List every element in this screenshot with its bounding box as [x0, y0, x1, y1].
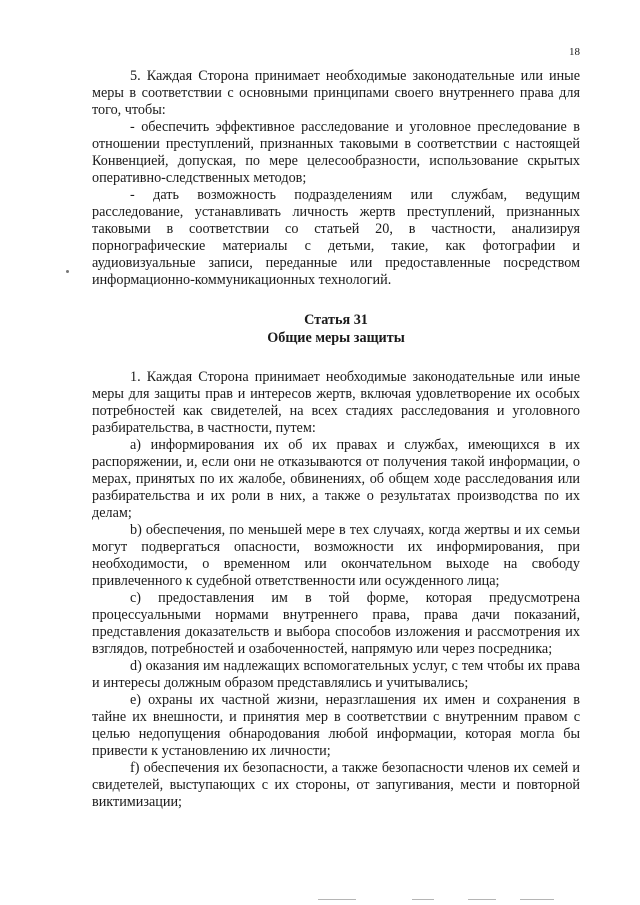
paragraph-1-item-c: c) предоставления им в той форме, которая предусмотрена процессуальными нормами внутреннего права, права дачи показаний, представления доказательств и выбора способов изложения и рассмотрения их взглядов, потребностей и озабоченностей, напрямую или через посредника;: [92, 590, 580, 657]
page-number: 18: [569, 46, 580, 58]
article-number: Статья 31: [304, 312, 368, 328]
scan-edge-artifacts: [0, 897, 640, 905]
paragraph-1-item-f: f) обеспечения их безопасности, а также безопасности членов их семей и свидетелей, выступающих с их стороны, от запугивания, мести и повторной виктимизации;: [92, 760, 580, 810]
paragraph-5-item-2: - дать возможность подразделениям или службам, ведущим расследование, устанавливать личность жертв преступлений, признанных таковыми в соответствии со статьей 20, в частности, анализируя порнографические материалы с детьми, такие, как фотографии и аудиовизуальные записи, переданные или предоставленные посредством информационно-коммуникационных технологий.: [92, 187, 580, 288]
article-title: Общие меры защиты: [267, 330, 405, 346]
paragraph-1-item-e: e) охраны их частной жизни, неразглашения их имен и сохранения в тайне их внешности, и принятия мер в соответствии с внутренним правом с целью недопущения обнародования любой информации, которая могла бы привести к установлению их личности;: [92, 692, 580, 759]
paragraph-1-item-d: d) оказания им надлежащих вспомогательных услуг, с тем чтобы их права и интересы должным образом представлялись и учитывались;: [92, 658, 580, 691]
paragraph-1-intro: 1. Каждая Сторона принимает необходимые законодательные или иные меры для защиты прав и интересов жертв, включая удовлетворение их особых потребностей как свидетелей, на всех стадиях расследования и уголовного разбирательства, в частности, путем:: [92, 369, 580, 436]
margin-mark: [66, 270, 69, 273]
paragraph-1-item-b: b) обеспечения, по меньшей мере в тех случаях, когда жертвы и их семьи могут подвергаться опасности, возможности их информирования, при необходимости, о временном или окончательном выходе на свободу привлеченного к судебной ответственности или осужденного лица;: [92, 522, 580, 589]
paragraph-1-item-a: a) информирования их об их правах и службах, имеющихся в их распоряжении, и, если они не отказываются от получения такой информации, о мерах, принятых по их жалобе, обвинениях, об общем ходе расследования или разбирательства и их роли в них, а также о результатах производства по их делам;: [92, 437, 580, 521]
paragraph-5-item-1: - обеспечить эффективное расследование и уголовное преследование в отношении преступлений, признанных таковыми в соответствии с настоящей Конвенцией, допуская, по мере целесообразности, использование скрытых оперативно-следственных методов;: [92, 119, 580, 186]
page-content: [92, 68, 580, 811]
paragraph-5-intro: 5. Каждая Сторона принимает необходимые законодательные или иные меры в соответствии с основными принципами своего внутреннего права для того, чтобы:: [92, 68, 580, 118]
